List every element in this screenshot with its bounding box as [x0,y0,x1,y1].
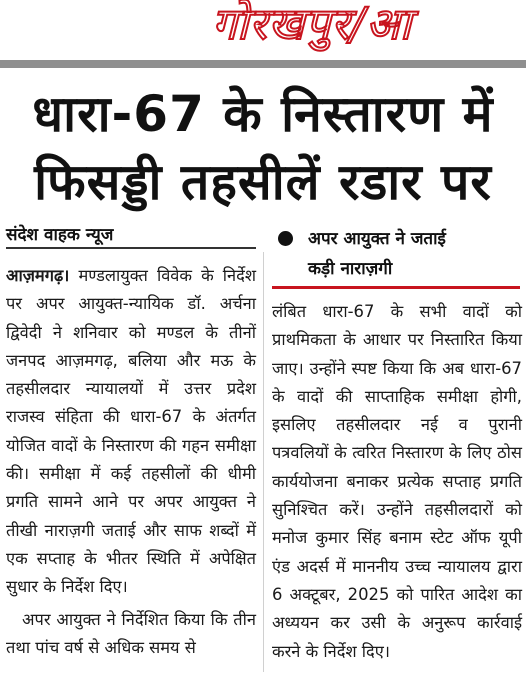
article-paragraph-2: अपर आयुक्त ने निर्देशित किया कि तीन तथा पांच वर्ष से अधिक समय से [6,609,256,657]
masthead [0,0,526,64]
subhead-line-1: अपर आयुक्त ने जताई [308,229,446,249]
article-paragraph-3: लंबित धारा-67 के सभी वादों को प्राथमिकता के आधार पर निस्तारित किया जाए। उन्होंने स्पष्ट किया कि अब धारा-67 के वादों की साप्ताहिक समीक्षा होगी, इसलिए तहसीलदार नई व पुरानी पत्रवलियों के त्वरित निस्तारण के लिए ठोस कार्ययोजना बनाकर प्रत्येक सप्ताह प्रगति सुनिश्चित करें। उन्होंने तहसीलदारों को मनोज कुमार सिंह बनाम स्टेट ऑफ यूपी एंड अदर्स में माननीय उच्च न्यायालय द्वारा 6 अक्टूबर, 2025 को पारित आदेश का अध्ययन कर उसी के अनुरूप कार्रवाई करने के निर्देश दिए। [272,302,522,661]
article-paragraph-1 [6,262,256,602]
dateline: आज़मगढ़। [6,266,70,285]
article-column-left [6,262,256,662]
byline-rule [6,247,256,249]
subhead-rule [272,286,520,289]
masthead-rule [0,60,526,68]
article-column-right [272,298,522,666]
subhead-line-2: कड़ी नाराज़गी [308,259,393,279]
headline-line-1: धारा-67 के निस्तारण में [32,85,494,143]
headline-line-2: फिसड्डी तहसीलें रडार पर [34,153,492,211]
column-divider [263,252,264,672]
byline: संदेश वाहक न्यूज [6,225,114,245]
bullet-icon [278,231,293,246]
article-paragraph-1-text: मण्डलायुक्त विवेक के निर्देश पर अपर आयुक्त-न्यायिक डॉ. अर्चना द्विवेदी ने शनिवार को मण्डल के तीनों जनपद आज़मगढ़, बलिया और मऊ के तहसीलदार न्यायालयों में उत्तर प्रदेश राजस्व संहिता की धारा-67 के अंतर्गत योजित वादों के निस्तारण की गहन समीक्षा की। समीक्षा में कई तहसीलों की धीमी प्रगति सामने आने पर अपर आयुक्त ने तीखी नाराज़गी जताई और साफ शब्दों में एक सप्ताह के भीतर स्थिति में अपेक्षित सुधार के निर्देश दिए। [6,266,256,597]
masthead-title: गोरखपुर/आ [212,0,412,50]
